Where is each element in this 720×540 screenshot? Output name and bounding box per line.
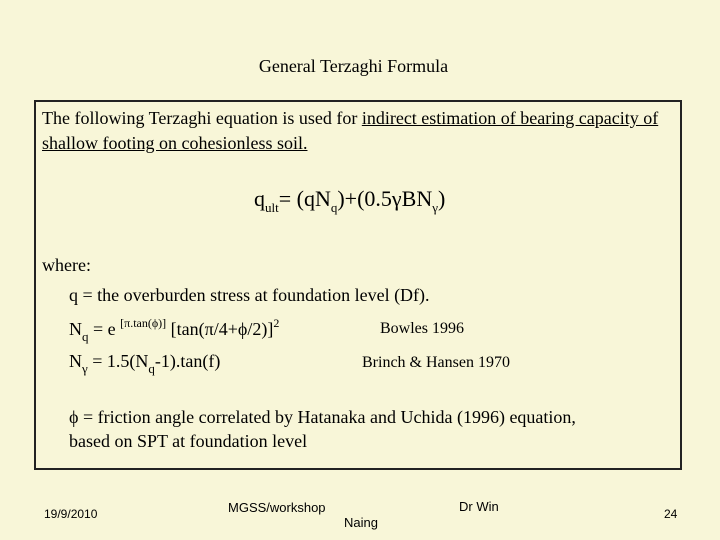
- nq-exponent: [π.tan(ϕ)]: [120, 316, 167, 330]
- nq-lhs-sub: q: [82, 329, 89, 344]
- eq-q: q: [254, 186, 265, 211]
- footer-author-last: Naing: [344, 515, 378, 530]
- nq-formula: [69, 316, 279, 345]
- intro-underlined: indirect estimation of bearing capacity of shallow footing on cohesionless soil.: [42, 108, 659, 153]
- phi-definition-line1: ϕ = friction angle correlated by Hatanaka and Uchida (1996) equation,: [69, 407, 576, 427]
- slide-title: General Terzaghi Formula: [258, 56, 449, 76]
- page-number: 24: [664, 507, 678, 521]
- nq-reference: Bowles 1996: [380, 320, 464, 337]
- eq-part-c: ): [437, 186, 446, 211]
- eq-ng-sub: γ: [432, 200, 438, 215]
- nq-rhs-sup: 2: [273, 316, 280, 330]
- ng-part-a: = 1.5(N: [87, 351, 149, 371]
- ngamma-formula: [69, 351, 220, 377]
- intro-text: [42, 106, 662, 156]
- nq-rhs: [tan(π/4+ϕ/2)]: [166, 319, 274, 339]
- ng-lhs: N: [69, 351, 82, 371]
- eq-part-a: = (qN: [278, 186, 331, 211]
- eq-part-b: )+(0.5γBN: [337, 186, 433, 211]
- nq-eq: = e: [88, 319, 121, 339]
- eq-q-sub: ult: [265, 200, 279, 215]
- eq-nq-sub: q: [330, 200, 338, 215]
- intro-plain: The following Terzaghi equation is used for: [42, 108, 362, 128]
- footer-workshop: MGSS/workshop: [228, 500, 326, 515]
- nq-lhs: N: [69, 319, 82, 339]
- q-definition: q = the overburden stress at foundation level (Df).: [69, 285, 430, 305]
- footer-author-first: Dr Win: [459, 499, 499, 514]
- bearing-capacity-equation: [254, 186, 445, 216]
- where-label: where:: [42, 255, 91, 275]
- ng-lhs-sub: γ: [82, 361, 88, 376]
- phi-definition-line2: based on SPT at foundation level: [69, 431, 308, 451]
- ng-part-a-sub: q: [148, 361, 155, 376]
- ng-part-b: -1).tan(f): [154, 351, 221, 371]
- ngamma-reference: Brinch & Hansen 1970: [362, 354, 510, 371]
- footer-date: 19/9/2010: [44, 507, 98, 521]
